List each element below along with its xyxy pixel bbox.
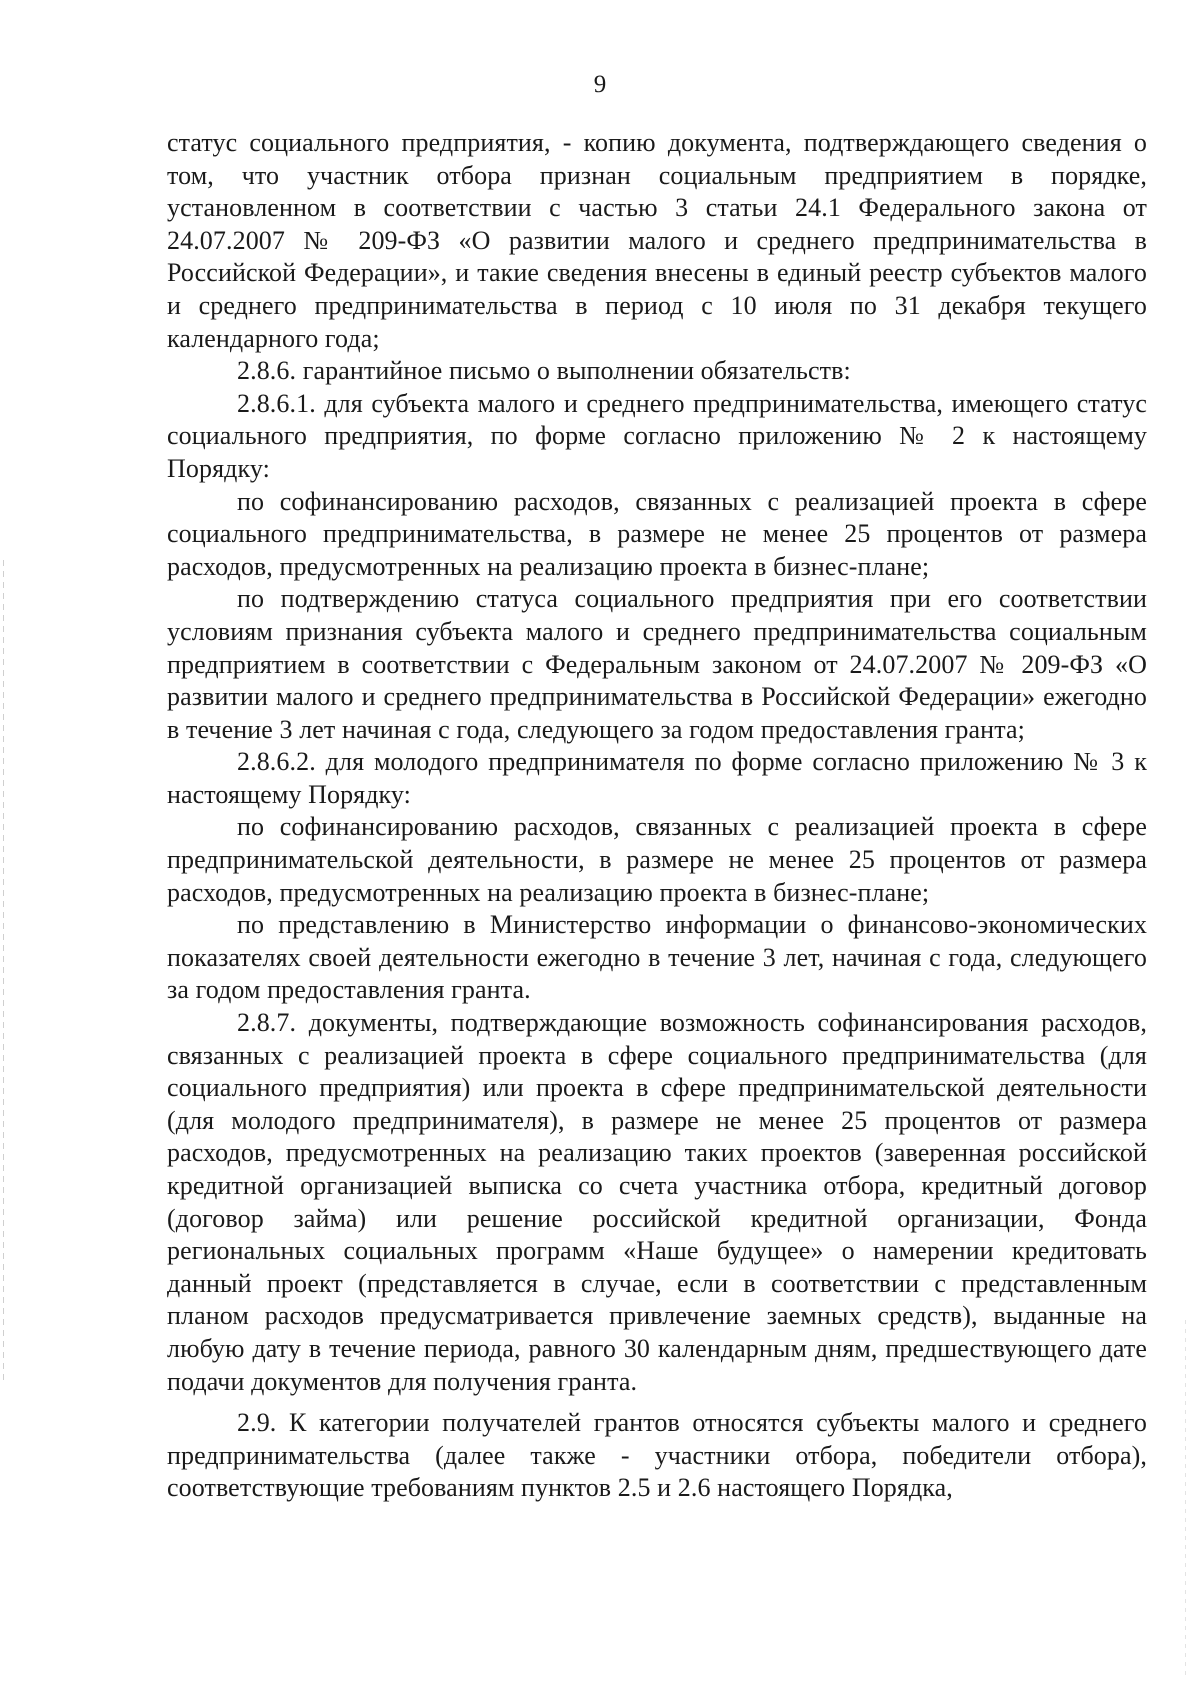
paragraph-2-8-7: 2.8.7. документы, подтверждающие возможность софинансирования расходов, связанных с реализацией проекта в сфере социального предпринимательства (для социального предприятия) или проекта в сфере предпринимательской деятельности (для молодого предпринимателя), в размере не менее 25 процентов от размера расходов, предусмотренных на реализацию таких проектов (заверенная российской кредитной организацией выписка со счета участника отбора, кредитный договор (договор займа) или решение российской кредитной организации, Фонда региональных социальных программ «Наше будущее» о намерении кредитовать данный проект (представляется в случае, если в соответствии с представленным планом расходов предусматривается привлечение заемных средств), выданные на любую дату в течение периода, равного 30 календарным дням, предшествующего дате подачи документов для получения гранта. [167,1008,1147,1396]
paragraph-status-confirmation: по подтверждению статуса социального предприятия при его соответствии условиям признания субъекта малого и среднего предпринимательства социальным предприятием в соответствии с Федеральным законом от 24.07.2007 № 209-ФЗ «О развитии малого и среднего предпринимательства в Российской Федерации» ежегодно в течение 3 лет начиная с года, следующего за годом предоставления гранта; [167,584,1147,744]
page-number: 9 [593,71,607,98]
paragraph-cofinancing-social: по софинансированию расходов, связанных с реализацией проекта в сфере социального предпринимательства, в размере не менее 25 процентов от размера расходов, предусмотренных на реализацию проекта в бизнес-плане; [167,486,1147,581]
paragraph-2-8-6: 2.8.6. гарантийное письмо о выполнении обязательств: [237,356,851,386]
scan-edge-mark [3,560,4,1380]
paragraph-financial-reporting: по представлению в Министерство информации о финансово-экономических показателях своей деятельности ежегодно в течение 3 лет, начиная с года, следующего за годом предоставления гранта. [167,910,1147,1005]
scan-edge-mark-right [1185,1320,1186,1680]
paragraph-2-8-6-1: 2.8.6.1. для субъекта малого и среднего предпринимательства, имеющего статус социального предприятия, по форме согласно приложению № 2 к настоящему Порядку: [167,388,1147,483]
paragraph-2-8-6-2: 2.8.6.2. для молодого предпринимателя по форме согласно приложению № 3 к настоящему Порядку: [167,747,1147,809]
document-body [167,127,1147,1505]
paragraph-cofinancing-young: по софинансированию расходов, связанных с реализацией проекта в сфере предпринимательской деятельности, в размере не менее 25 процентов от размера расходов, предусмотренных на реализацию проекта в бизнес-плане; [167,812,1147,907]
paragraph-social-enterprise-status: статус социального предприятия, - копию документа, подтверждающего сведения о том, что участник отбора признан социальным предприятием в порядке, установленном в соответствии с частью 3 статьи 24.1 Федерального закона от 24.07.2007 № 209-ФЗ «О развитии малого и среднего предпринимательства в Российской Федерации», и такие сведения внесены в единый реестр субъектов малого и среднего предпринимательства в период с 10 июля по 31 декабря текущего календарного года; [167,128,1147,353]
paragraph-2-9: 2.9. К категории получателей грантов относятся субъекты малого и среднего предпринимательства (далее также - участники отбора, победители отбора), соответствующие требованиям пунктов 2.5 и 2.6 настоящего Порядка, [167,1408,1147,1503]
